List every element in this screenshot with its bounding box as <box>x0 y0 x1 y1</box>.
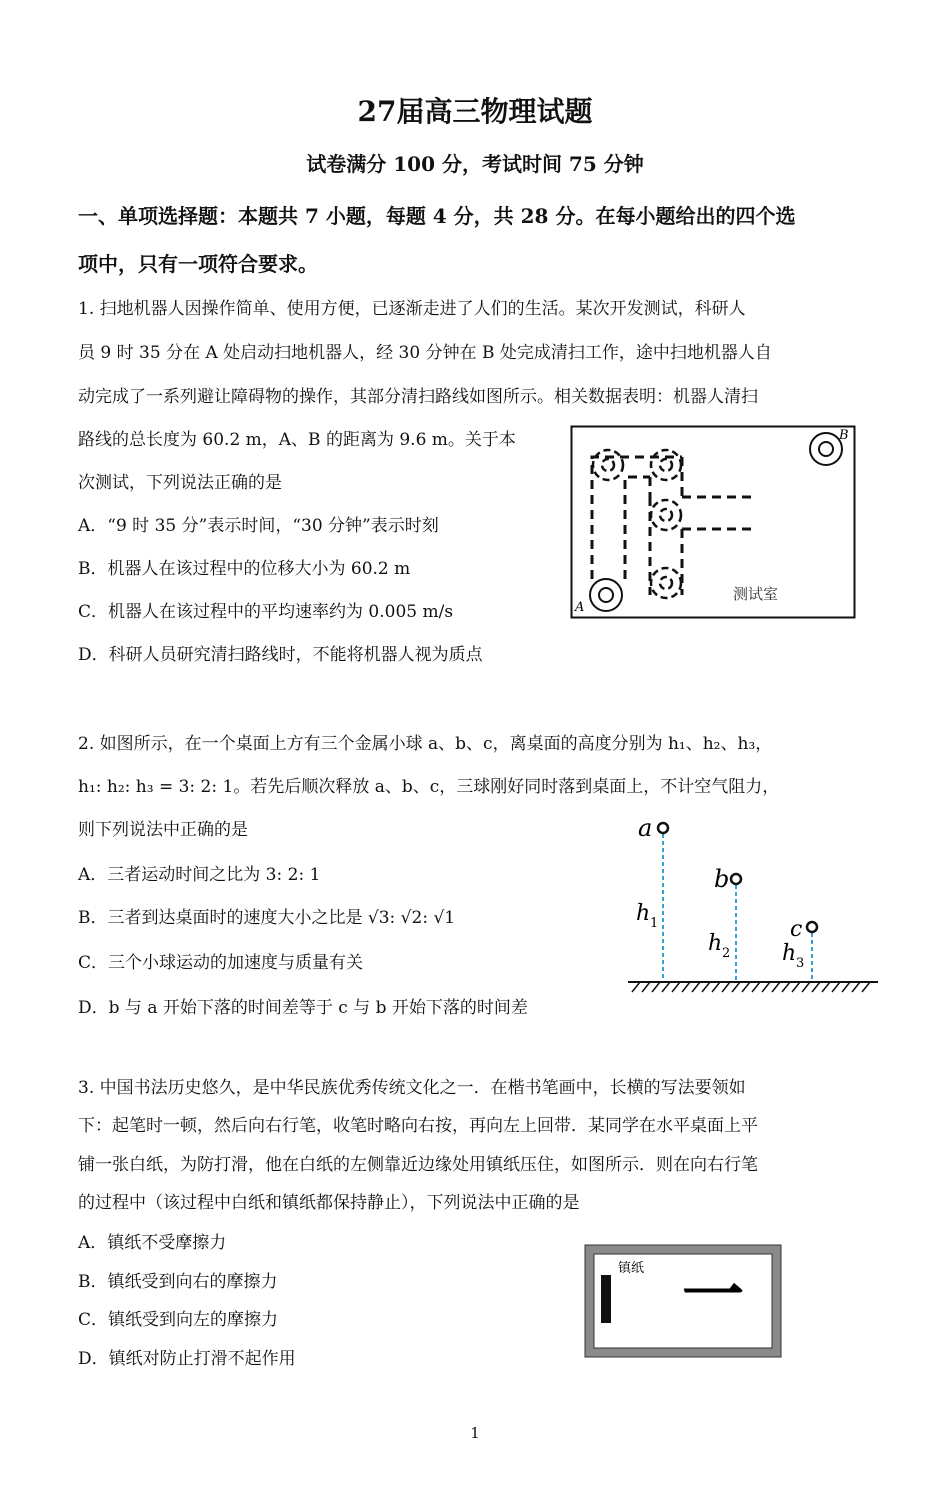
height-h2-subscript: 2 <box>722 946 731 961</box>
q2-option-b: B．三者到达桌面时的速度大小之比是 √3: √2: √1 <box>78 908 456 928</box>
q2-line-1: 2. 如图所示，在一个桌面上方有三个金属小球 a、b、c，离桌面的高度分别为 h₁、h₂、h₃， <box>78 734 773 754</box>
q3-option-d: D．镇纸对防止打滑不起作用 <box>78 1349 296 1369</box>
q3-line-4: 的过程中（该过程中白纸和镇纸都保持静止），下列说法中正确的是 <box>78 1193 580 1213</box>
section-heading-line2: 项中，只有一项符合要求。 <box>78 252 318 276</box>
height-h2-label: h <box>708 931 723 956</box>
q1-option-c: C．机器人在该过程中的平均速率约为 0.005 m/s <box>78 602 454 622</box>
point-b-outer-circle <box>810 433 842 465</box>
point-b-inner-circle <box>819 442 833 456</box>
q1-line-2: 员 9 时 35 分在 A 处启动扫地机器人，经 30 分钟在 B 处完成清扫工作，途中扫地机器人自 <box>78 343 772 363</box>
q1-option-d: D．科研人员研究清扫路线时，不能将机器人视为质点 <box>78 645 483 665</box>
q1-line-3: 动完成了一系列避让障碍物的操作，其部分清扫路线如图所示。相关数据表明：机器人清扫 <box>78 387 758 407</box>
q1-line-5: 次测试，下列说法正确的是 <box>78 473 282 493</box>
q3-option-b: B．镇纸受到向右的摩擦力 <box>78 1272 278 1292</box>
height-h1-subscript: 1 <box>650 916 659 931</box>
q1-figure-robot-path <box>570 425 856 619</box>
ball-b-label: b <box>714 865 730 893</box>
ball-c-label: c <box>790 917 803 942</box>
q2-option-d: D．b 与 a 开始下落的时间差等于 c 与 b 开始下落的时间差 <box>78 998 528 1018</box>
section-heading-line1: 一、单项选择题：本题共 7 小题，每题 4 分，共 28 分。在每小题给出的四个选 <box>78 204 796 228</box>
q1-option-a: A．“9 时 35 分”表示时间，“30 分钟”表示时刻 <box>78 516 439 536</box>
q2-line-2: h₁: h₂: h₃ = 3: 2: 1。若先后顺次释放 a、b、c，三球刚好同时落到桌面上，不计空气阻力， <box>78 777 780 797</box>
point-a-outer-circle <box>590 579 622 611</box>
q3-option-c: C．镇纸受到向左的摩擦力 <box>78 1310 279 1330</box>
q1-line-1: 1. 扫地机器人因操作简单、使用方便，已逐渐走进了人们的生活。某次开发测试，科研人 <box>78 299 746 319</box>
q3-option-a: A．镇纸不受摩擦力 <box>78 1233 227 1253</box>
ball-c <box>807 922 817 932</box>
paperweight-label: 镇纸 <box>618 1261 645 1276</box>
point-b-label: B <box>839 428 849 443</box>
page-subtitle: 试卷满分 100 分，考试时间 75 分钟 <box>306 152 644 176</box>
test-room-label: 测试室 <box>733 585 779 603</box>
ball-a-label: a <box>638 814 653 842</box>
q1-option-b: B．机器人在该过程中的位移大小为 60.2 m <box>78 559 411 579</box>
height-h3-subscript: 3 <box>796 956 805 971</box>
q3-line-2: 下：起笔时一顿，然后向右行笔，收笔时略向右按，再向左上回带．某同学在水平桌面上平 <box>78 1116 758 1136</box>
q2-figure-falling-balls <box>620 810 882 1000</box>
q3-figure-paperweight <box>584 1244 782 1358</box>
table-hatching <box>632 982 870 992</box>
q1-line-4: 路线的总长度为 60.2 m，A、B 的距离为 9.6 m。关于本 <box>78 430 516 450</box>
page-title: 27届高三物理试题 <box>357 95 593 128</box>
brush-stroke-char: 一 <box>682 1258 745 1331</box>
height-h3-label: h <box>782 941 797 966</box>
point-a-label: A <box>575 600 585 615</box>
q2-option-c: C．三个小球运动的加速度与质量有关 <box>78 953 364 973</box>
ball-a <box>658 823 668 833</box>
q3-line-1: 3. 中国书法历史悠久，是中华民族优秀传统文化之一．在楷书笔画中，长横的写法要领如 <box>78 1078 746 1098</box>
paperweight <box>601 1275 611 1323</box>
height-h1-label: h <box>636 901 651 926</box>
point-a-inner-circle <box>599 588 613 602</box>
ball-b <box>731 874 741 884</box>
q2-option-a: A．三者运动时间之比为 3: 2: 1 <box>78 865 321 885</box>
robot-turn-circles <box>593 450 681 598</box>
page-number: 1 <box>470 1424 480 1442</box>
q2-line-3: 则下列说法中正确的是 <box>78 820 248 840</box>
q3-line-3: 铺一张白纸，为防打滑，他在白纸的左侧靠近边缘处用镇纸压住，如图所示．则在向右行笔 <box>78 1155 758 1175</box>
